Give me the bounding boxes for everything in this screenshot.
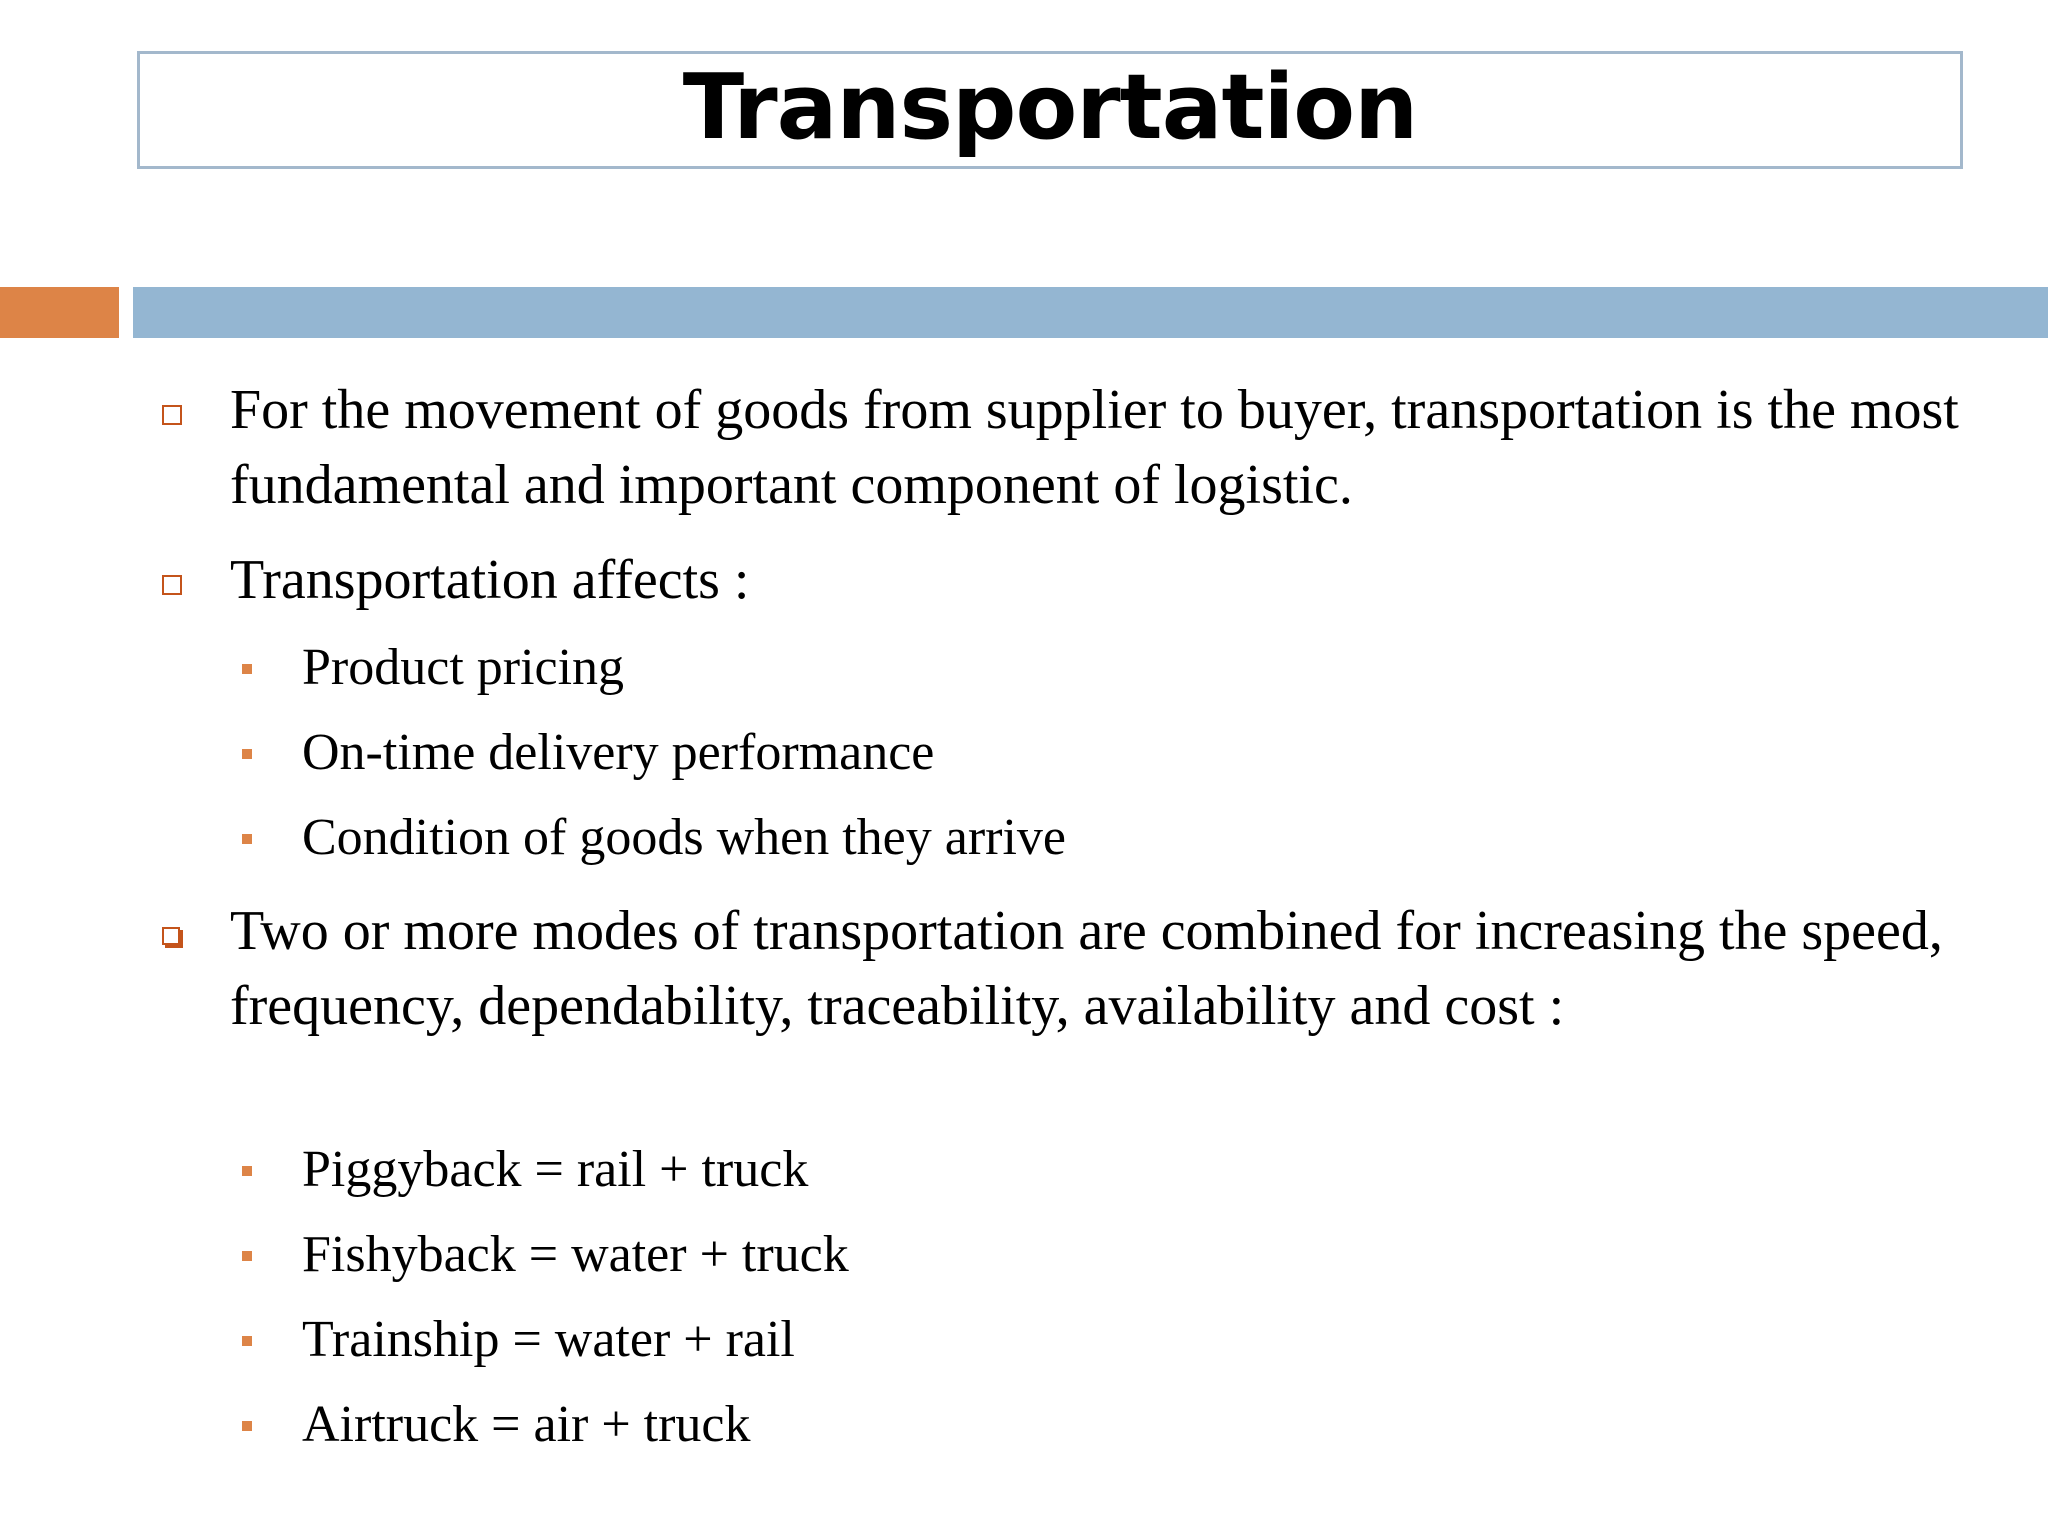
small-square-bullet-icon: [242, 749, 252, 759]
sub-bullet-item: Airtruck = air + truck: [302, 1396, 751, 1453]
bullet-item: For the movement of goods from supplier to buyer, transportation is the most fundamental and important component of logistic.: [230, 379, 1959, 516]
hollow-square-icon: [162, 575, 182, 595]
hollow-square-icon: [162, 405, 182, 425]
sub-bullet-item: Fishyback = water + truck: [302, 1226, 849, 1283]
bullet-item: Two or more modes of transportation are combined for increasing the speed, frequency, dependability, traceability, availability and cost :: [230, 900, 1943, 1037]
small-square-bullet-icon: [242, 1421, 252, 1431]
small-square-bullet-icon: [242, 1166, 252, 1176]
sub-bullet-item: On-time delivery performance: [302, 724, 935, 781]
small-square-bullet-icon: [242, 834, 252, 844]
shadowed-square-icon: [162, 927, 180, 945]
sub-bullet-item: Piggyback = rail + truck: [302, 1141, 809, 1198]
small-square-bullet-icon: [242, 1336, 252, 1346]
sub-bullet-item: Trainship = water + rail: [302, 1311, 795, 1368]
sub-bullet-item: Condition of goods when they arrive: [302, 809, 1066, 866]
slide-title: Transportation: [682, 55, 1418, 160]
sub-bullet-item: Product pricing: [302, 639, 625, 696]
small-square-bullet-icon: [242, 664, 252, 674]
bullet-item: Transportation affects :: [230, 549, 750, 611]
small-square-bullet-icon: [242, 1251, 252, 1261]
